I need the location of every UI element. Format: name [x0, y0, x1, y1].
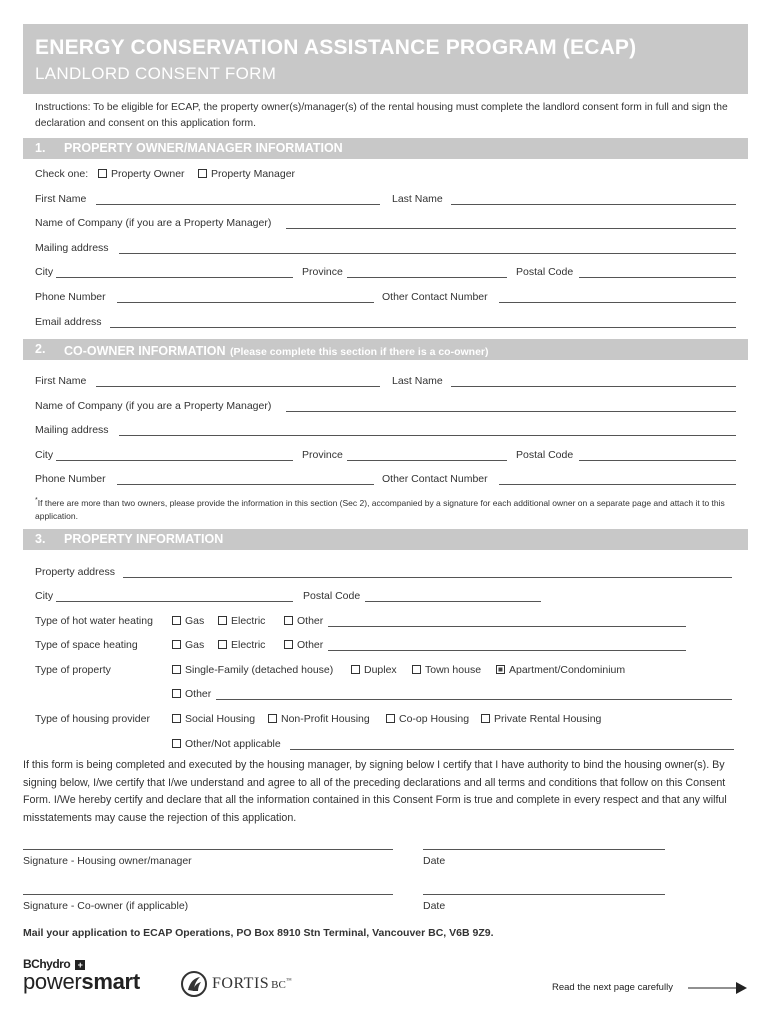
space-heating-gas-checkbox[interactable]: [172, 639, 204, 651]
property-address-field[interactable]: [123, 577, 732, 578]
footnote-mark: *: [35, 496, 38, 504]
company-field[interactable]: [286, 228, 736, 229]
email-label: Email address: [35, 316, 102, 328]
last-name-label: Last Name: [392, 193, 443, 205]
space-heating-electric-checkbox[interactable]: [218, 639, 265, 651]
section-2-heading: [64, 342, 489, 360]
section-1-number: 1.: [35, 141, 46, 155]
section-2-number: 2.: [35, 342, 46, 356]
smart-text: smart: [81, 969, 140, 994]
gas-label: Gas: [185, 639, 205, 651]
co-owner-footnote: [35, 494, 740, 523]
checkbox-box[interactable]: [218, 640, 227, 649]
section-3-title: PROPERTY INFORMATION: [64, 532, 224, 546]
single-family-label: Single-Family (detached house): [185, 664, 334, 676]
other-na-checkbox[interactable]: [172, 738, 281, 750]
co-other-contact-field[interactable]: [499, 484, 736, 485]
property-postal-label: Postal Code: [303, 590, 361, 602]
checkbox-box[interactable]: [351, 665, 360, 674]
co-first-name-field[interactable]: [96, 386, 380, 387]
co-other-contact-label: Other Contact Number: [382, 473, 488, 485]
other-contact-field[interactable]: [499, 302, 736, 303]
hot-water-other-field[interactable]: [328, 626, 686, 627]
co-phone-field[interactable]: [117, 484, 374, 485]
co-postal-code-label: Postal Code: [516, 449, 574, 461]
owner-signature-label: Signature - Housing owner/manager: [23, 855, 192, 867]
owner-signature-field[interactable]: [23, 849, 393, 850]
hot-water-gas-checkbox[interactable]: [172, 615, 204, 627]
checkbox-box[interactable]: [412, 665, 421, 674]
other-label: Other: [297, 639, 324, 651]
mailing-address-label: Mailing address: [35, 242, 109, 254]
coowner-date-field[interactable]: [423, 894, 665, 895]
checkbox-box[interactable]: [172, 640, 181, 649]
electric-label: Electric: [231, 615, 266, 627]
checkbox-box[interactable]: [198, 169, 207, 178]
city-field[interactable]: [56, 277, 293, 278]
first-name-field[interactable]: [96, 204, 380, 205]
read-next-page-note: Read the next page carefully: [552, 982, 673, 993]
co-province-field[interactable]: [347, 460, 507, 461]
co-last-name-field[interactable]: [451, 386, 736, 387]
property-manager-checkbox[interactable]: [198, 168, 295, 180]
other-na-field[interactable]: [290, 749, 734, 750]
property-postal-field[interactable]: [365, 601, 541, 602]
other-na-label: Other/Not applicable: [185, 738, 281, 750]
check-one-label: Check one:: [35, 168, 89, 180]
last-name-field[interactable]: [451, 204, 736, 205]
private-rental-checkbox[interactable]: [481, 713, 601, 725]
co-city-field[interactable]: [56, 460, 293, 461]
footnote-text: If there are more than two owners, please provide the information in this section (Sec 2), accompanied by a signature for each additional owner on a separate page and attach it to this application.: [35, 497, 725, 521]
arrow-right-icon: [688, 981, 748, 995]
first-name-label: First Name: [35, 193, 87, 205]
postal-code-label: Postal Code: [516, 266, 574, 278]
checkbox-box[interactable]: [268, 714, 277, 723]
checkbox-box[interactable]: [172, 665, 181, 674]
fortis-wordmark: [212, 975, 292, 993]
powersmart-wordmark: [23, 971, 163, 993]
town-house-checkbox[interactable]: [412, 664, 481, 676]
checkbox-box[interactable]: [284, 616, 293, 625]
checkbox-box[interactable]: [218, 616, 227, 625]
non-profit-checkbox[interactable]: [268, 713, 370, 725]
housing-provider-label: Type of housing provider: [35, 713, 150, 725]
section-2-note: (Please complete this section if there is a co-owner): [230, 346, 489, 358]
space-heating-label: Type of space heating: [35, 639, 138, 651]
province-label: Province: [302, 266, 343, 278]
phone-field[interactable]: [117, 302, 374, 303]
mail-instructions: Mail your application to ECAP Operations, PO Box 8910 Stn Terminal, Vancouver BC, V6B 9Z9.: [23, 927, 494, 939]
city-label: City: [35, 266, 54, 278]
social-housing-checkbox[interactable]: [172, 713, 255, 725]
co-first-name-label: First Name: [35, 375, 87, 387]
co-mailing-address-field[interactable]: [119, 435, 736, 436]
town-house-label: Town house: [425, 664, 482, 676]
co-phone-label: Phone Number: [35, 473, 106, 485]
other-contact-label: Other Contact Number: [382, 291, 488, 303]
hot-water-label: Type of hot water heating: [35, 615, 153, 627]
property-city-field[interactable]: [56, 601, 293, 602]
bchydro-text: BChydro: [23, 957, 71, 971]
bchydro-powersmart-logo: [23, 957, 163, 1003]
co-city-label: City: [35, 449, 54, 461]
company-label: Name of Company (if you are a Property Manager): [35, 217, 272, 229]
space-heating-other-checkbox[interactable]: [284, 639, 323, 651]
coop-label: Co-op Housing: [399, 713, 470, 725]
checkbox-box[interactable]: [172, 689, 181, 698]
co-postal-code-field[interactable]: [579, 460, 736, 461]
mailing-address-field[interactable]: [119, 253, 736, 254]
coowner-date-label: Date: [423, 900, 446, 912]
social-housing-label: Social Housing: [185, 713, 256, 725]
plus-icon: +: [75, 960, 85, 970]
other-label: Other: [297, 615, 324, 627]
hot-water-other-checkbox[interactable]: [284, 615, 323, 627]
electric-label: Electric: [231, 639, 266, 651]
co-mailing-address-label: Mailing address: [35, 424, 109, 436]
apartment-checkbox[interactable]: [496, 664, 625, 676]
fortisbc-logo: [180, 970, 310, 1000]
property-manager-label: Property Manager: [211, 168, 296, 180]
coop-checkbox[interactable]: [386, 713, 469, 725]
owner-date-field[interactable]: [423, 849, 665, 850]
declaration-text: If this form is being completed and executed by the housing manager, by signing below I certify that I have authority to bind the housing owner(s). By signing below, I/we certify that I/we understand and agree to all of the preceding declarations and all terms and conditions that follow on this Consent Form. I/We hereby certify and declare that all the information contained in this Consent Form is true and complete in every respect and that any wilful misstatements may cause the rejection of this application.: [23, 759, 727, 824]
single-family-checkbox[interactable]: [172, 664, 333, 676]
owner-date-label: Date: [423, 855, 446, 867]
property-owner-checkbox[interactable]: [98, 168, 185, 180]
co-province-label: Province: [302, 449, 343, 461]
hot-water-electric-checkbox[interactable]: [218, 615, 265, 627]
section-3-number: 3.: [35, 532, 46, 546]
duplex-label: Duplex: [364, 664, 397, 676]
checkbox-box[interactable]: [386, 714, 395, 723]
property-other-checkbox[interactable]: [172, 688, 211, 700]
private-rental-label: Private Rental Housing: [494, 713, 602, 725]
co-company-field[interactable]: [286, 411, 736, 412]
phone-label: Phone Number: [35, 291, 106, 303]
form-title: ENERGY CONSERVATION ASSISTANCE PROGRAM (ECAP): [35, 36, 637, 59]
fortis-flame-icon: [180, 970, 208, 998]
coowner-signature-field[interactable]: [23, 894, 393, 895]
trademark-symbol: ™: [285, 978, 292, 984]
checkbox-box[interactable]: [172, 714, 181, 723]
section-1-title: PROPERTY OWNER/MANAGER INFORMATION: [64, 141, 343, 155]
apartment-label: Apartment/Condominium: [509, 664, 626, 676]
other-label: Other: [185, 688, 212, 700]
checkbox-box[interactable]: [172, 616, 181, 625]
power-text: power: [23, 969, 82, 994]
co-last-name-label: Last Name: [392, 375, 443, 387]
checkbox-box[interactable]: [496, 665, 505, 674]
checkbox-box[interactable]: [172, 739, 181, 748]
property-city-label: City: [35, 590, 54, 602]
province-field[interactable]: [347, 277, 507, 278]
fortis-text: FORTIS: [212, 975, 270, 992]
space-heating-other-field[interactable]: [328, 650, 686, 651]
form-subtitle: LANDLORD CONSENT FORM: [35, 64, 277, 83]
instructions: Instructions: To be eligible for ECAP, the property owner(s)/manager(s) of the rental housing must complete the landlord consent form in full and sign the declaration and consent on this application form.: [35, 102, 728, 129]
email-field[interactable]: [110, 327, 736, 328]
non-profit-label: Non-Profit Housing: [281, 713, 370, 725]
gas-label: Gas: [185, 615, 205, 627]
property-owner-label: Property Owner: [111, 168, 185, 180]
property-other-field[interactable]: [216, 699, 732, 700]
postal-code-field[interactable]: [579, 277, 736, 278]
property-address-label: Property address: [35, 566, 115, 578]
checkbox-box[interactable]: [284, 640, 293, 649]
checkbox-box[interactable]: [98, 169, 107, 178]
fortis-bc-text: BC: [271, 979, 286, 991]
checkbox-box[interactable]: [481, 714, 490, 723]
section-2-title: CO-OWNER INFORMATION: [64, 344, 226, 358]
co-company-label: Name of Company (if you are a Property Manager): [35, 400, 272, 412]
coowner-signature-label: Signature - Co-owner (if applicable): [23, 900, 189, 912]
property-type-label: Type of property: [35, 664, 111, 676]
duplex-checkbox[interactable]: [351, 664, 397, 676]
